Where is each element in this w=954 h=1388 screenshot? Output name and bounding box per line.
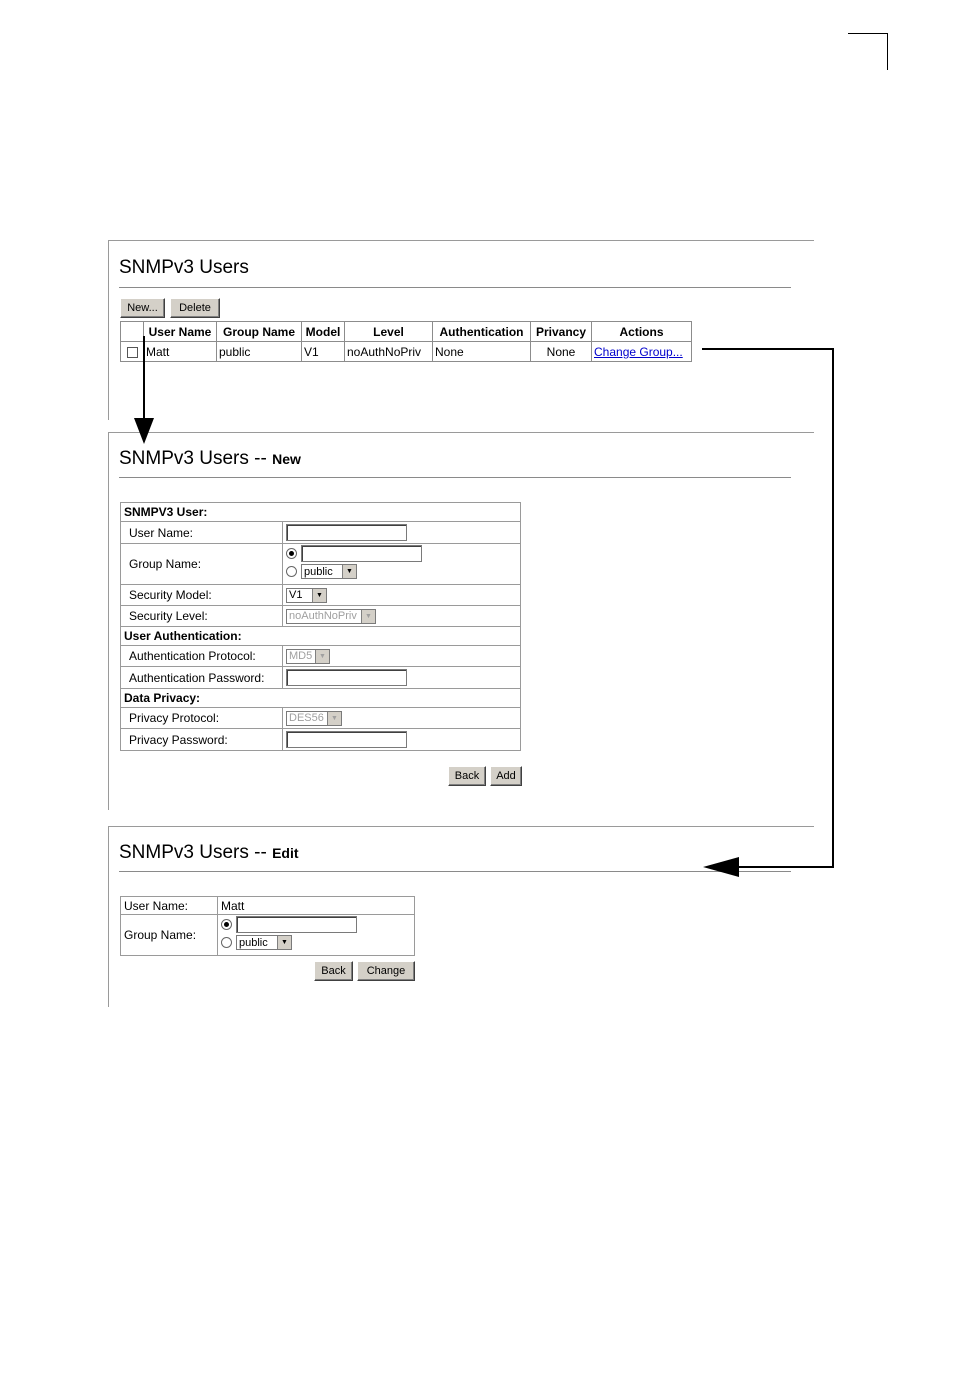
security-level-select[interactable]: noAuthNoPriv ▼ <box>286 609 376 624</box>
delete-button[interactable]: Delete <box>170 298 220 318</box>
users-list-panel <box>108 240 814 420</box>
new-user-panel <box>108 432 814 810</box>
edit-group-name-cell <box>218 915 415 956</box>
edit-user-panel <box>108 826 814 1007</box>
edit-panel-title: SNMPv3 Users -- Edit <box>119 842 299 863</box>
group-name-cell <box>283 544 521 585</box>
new-arrow-line <box>143 336 145 420</box>
edit-user-form <box>120 896 415 956</box>
arrow-head-down-icon <box>134 418 154 444</box>
row-security-model <box>121 585 521 606</box>
auth-protocol-label: Authentication Protocol: <box>121 646 283 667</box>
privacy-password-label: Privacy Password: <box>121 729 283 751</box>
edit-user-name-label: User Name: <box>121 897 218 915</box>
header-level: Level <box>345 322 433 342</box>
add-button[interactable]: Add <box>490 766 522 786</box>
cell-user-name: Matt <box>144 342 217 362</box>
cell-model: V1 <box>302 342 345 362</box>
user-name-label: User Name: <box>121 522 283 544</box>
privacy-password-input[interactable] <box>286 731 407 748</box>
group-name-input[interactable] <box>301 545 422 562</box>
cell-privacy: None <box>531 342 592 362</box>
header-model: Model <box>302 322 345 342</box>
chevron-down-icon: ▼ <box>277 936 291 949</box>
page-corner-mark <box>848 33 888 70</box>
change-button[interactable]: Change <box>357 961 415 981</box>
edit-group-name-select[interactable]: public ▼ <box>236 935 292 950</box>
edit-arrow-vertical <box>832 348 834 868</box>
row-auth-protocol <box>121 646 521 667</box>
user-name-cell <box>283 522 521 544</box>
header-group-name: Group Name <box>217 322 302 342</box>
row-edit-user-name <box>121 897 415 915</box>
chevron-down-icon: ▼ <box>342 565 356 578</box>
auth-protocol-cell <box>283 646 521 667</box>
group-name-select[interactable]: public ▼ <box>301 564 357 579</box>
privacy-protocol-select[interactable]: DES56 ▼ <box>286 711 342 726</box>
header-select <box>121 322 144 342</box>
section-snmpv3-user: SNMPV3 User: <box>121 503 521 522</box>
arrow-head-left-icon <box>703 857 739 877</box>
users-table <box>120 321 692 362</box>
page-title: SNMPv3 Users <box>119 257 249 278</box>
edit-group-text-radio[interactable] <box>221 919 232 930</box>
new-panel-title: SNMPv3 Users -- New <box>119 448 301 469</box>
section-user-authentication: User Authentication: <box>121 627 521 646</box>
user-name-input[interactable] <box>286 524 407 541</box>
privacy-protocol-label: Privacy Protocol: <box>121 708 283 729</box>
edit-group-select-radio[interactable] <box>221 937 232 948</box>
back-button[interactable]: Back <box>448 766 486 786</box>
edit-user-name-value: Matt <box>218 897 415 915</box>
auth-protocol-select[interactable]: MD5 ▼ <box>286 649 330 664</box>
chevron-down-icon: ▼ <box>361 610 375 623</box>
header-authentication: Authentication <box>433 322 531 342</box>
header-privacy: Privancy <box>531 322 592 342</box>
edit-group-name-input[interactable] <box>236 916 357 933</box>
cell-group-name: public <box>217 342 302 362</box>
chevron-down-icon: ▼ <box>315 650 329 663</box>
row-user-name <box>121 522 521 544</box>
security-model-cell <box>283 585 521 606</box>
row-security-level <box>121 606 521 627</box>
edit-arrow-horizontal-bottom <box>735 866 834 868</box>
chevron-down-icon: ▼ <box>312 589 326 602</box>
row-privacy-protocol <box>121 708 521 729</box>
header-user-name: User Name <box>144 322 217 342</box>
row-group-name <box>121 544 521 585</box>
auth-password-label: Authentication Password: <box>121 667 283 689</box>
security-model-label: Security Model: <box>121 585 283 606</box>
row-checkbox[interactable] <box>127 347 138 358</box>
cell-actions <box>592 342 692 362</box>
chevron-down-icon: ▼ <box>327 712 341 725</box>
security-level-label: Security Level: <box>121 606 283 627</box>
auth-password-cell <box>283 667 521 689</box>
table-row <box>121 342 692 362</box>
new-user-form <box>120 502 521 751</box>
group-name-label: Group Name: <box>121 544 283 585</box>
group-name-select-radio[interactable] <box>286 566 297 577</box>
change-group-link[interactable]: Change Group... <box>594 344 683 359</box>
row-select-cell <box>121 342 144 362</box>
table-header-row <box>121 322 692 342</box>
title-divider <box>119 287 791 288</box>
auth-password-input[interactable] <box>286 669 407 686</box>
edit-arrow-horizontal-top <box>702 348 834 350</box>
cell-level: noAuthNoPriv <box>345 342 433 362</box>
new-button[interactable]: New... <box>120 298 165 318</box>
row-edit-group-name <box>121 915 415 956</box>
section-data-privacy: Data Privacy: <box>121 689 521 708</box>
cell-authentication: None <box>433 342 531 362</box>
security-level-cell <box>283 606 521 627</box>
group-name-text-radio[interactable] <box>286 548 297 559</box>
privacy-password-cell <box>283 729 521 751</box>
row-auth-password <box>121 667 521 689</box>
new-panel-divider <box>119 477 791 478</box>
edit-group-name-label: Group Name: <box>121 915 218 956</box>
edit-panel-divider <box>119 871 791 872</box>
header-actions: Actions <box>592 322 692 342</box>
privacy-protocol-cell <box>283 708 521 729</box>
security-model-select[interactable]: V1 ▼ <box>286 588 327 603</box>
row-privacy-password <box>121 729 521 751</box>
edit-back-button[interactable]: Back <box>314 961 353 981</box>
